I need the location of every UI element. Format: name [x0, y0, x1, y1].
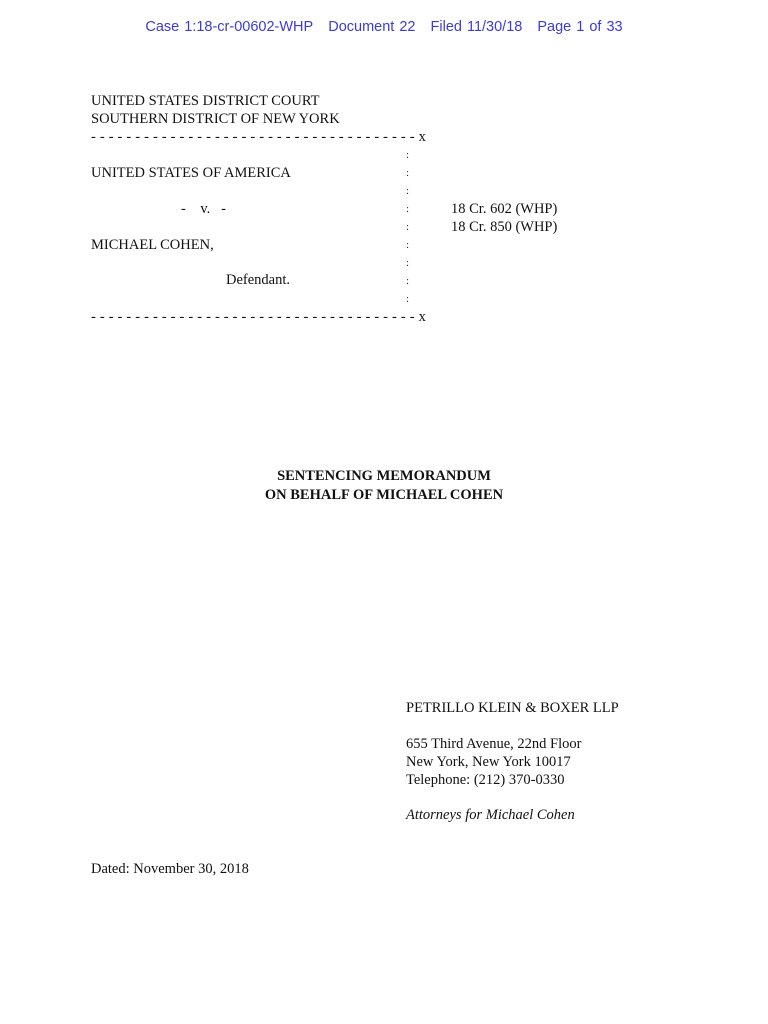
document-title-line1: SENTENCING MEMORANDUM [277, 468, 491, 484]
caption-colon: : [406, 275, 410, 287]
case-number: Case 1:18-cr-00602-WHP [145, 19, 314, 35]
caption-colon: : [406, 167, 410, 179]
plaintiff-name: UNITED STATES OF AMERICA [91, 165, 291, 181]
filed-date: Filed 11/30/18 [430, 19, 523, 35]
caption-bottom-rule: - - - - - - - - - - - - - - - - - - - - - - - - - - - - - - - - - - - - - x [91, 309, 427, 325]
document-title-line2: ON BEHALF OF MICHAEL COHEN [264, 487, 504, 503]
defendant-label: Defendant. [226, 272, 291, 288]
ecf-header [0, 17, 768, 37]
defendant-name: MICHAEL COHEN, [91, 237, 214, 253]
case-number-2: 18 Cr. 850 (WHP) [451, 219, 558, 235]
court-name-line2: SOUTHERN DISTRICT OF NEW YORK [91, 111, 340, 127]
case-number-1: 18 Cr. 602 (WHP) [451, 201, 558, 217]
caption-colon: : [406, 185, 410, 197]
caption-colon: : [406, 293, 410, 305]
firm-address-line2: New York, New York 10017 [406, 754, 571, 770]
versus-label: - v. - [181, 201, 226, 217]
caption-colon: : [406, 149, 410, 161]
caption-top-rule: - - - - - - - - - - - - - - - - - - - - - - - - - - - - - - - - - - - - - x [91, 129, 427, 145]
caption-colon: : [406, 257, 410, 269]
court-name-line1: UNITED STATES DISTRICT COURT [91, 93, 320, 109]
firm-address-line1: 655 Third Avenue, 22nd Floor [406, 736, 582, 752]
law-firm-name: PETRILLO KLEIN & BOXER LLP [406, 700, 619, 716]
document-number: Document 22 [328, 19, 416, 35]
caption-colon: : [406, 203, 410, 215]
dated-line: Dated: November 30, 2018 [91, 861, 249, 877]
caption-colon: : [406, 221, 410, 233]
caption-colon: : [406, 239, 410, 251]
firm-telephone: Telephone: (212) 370-0330 [406, 772, 565, 788]
attorneys-for: Attorneys for Michael Cohen [406, 807, 575, 823]
page-number: Page 1 of 33 [537, 19, 623, 35]
